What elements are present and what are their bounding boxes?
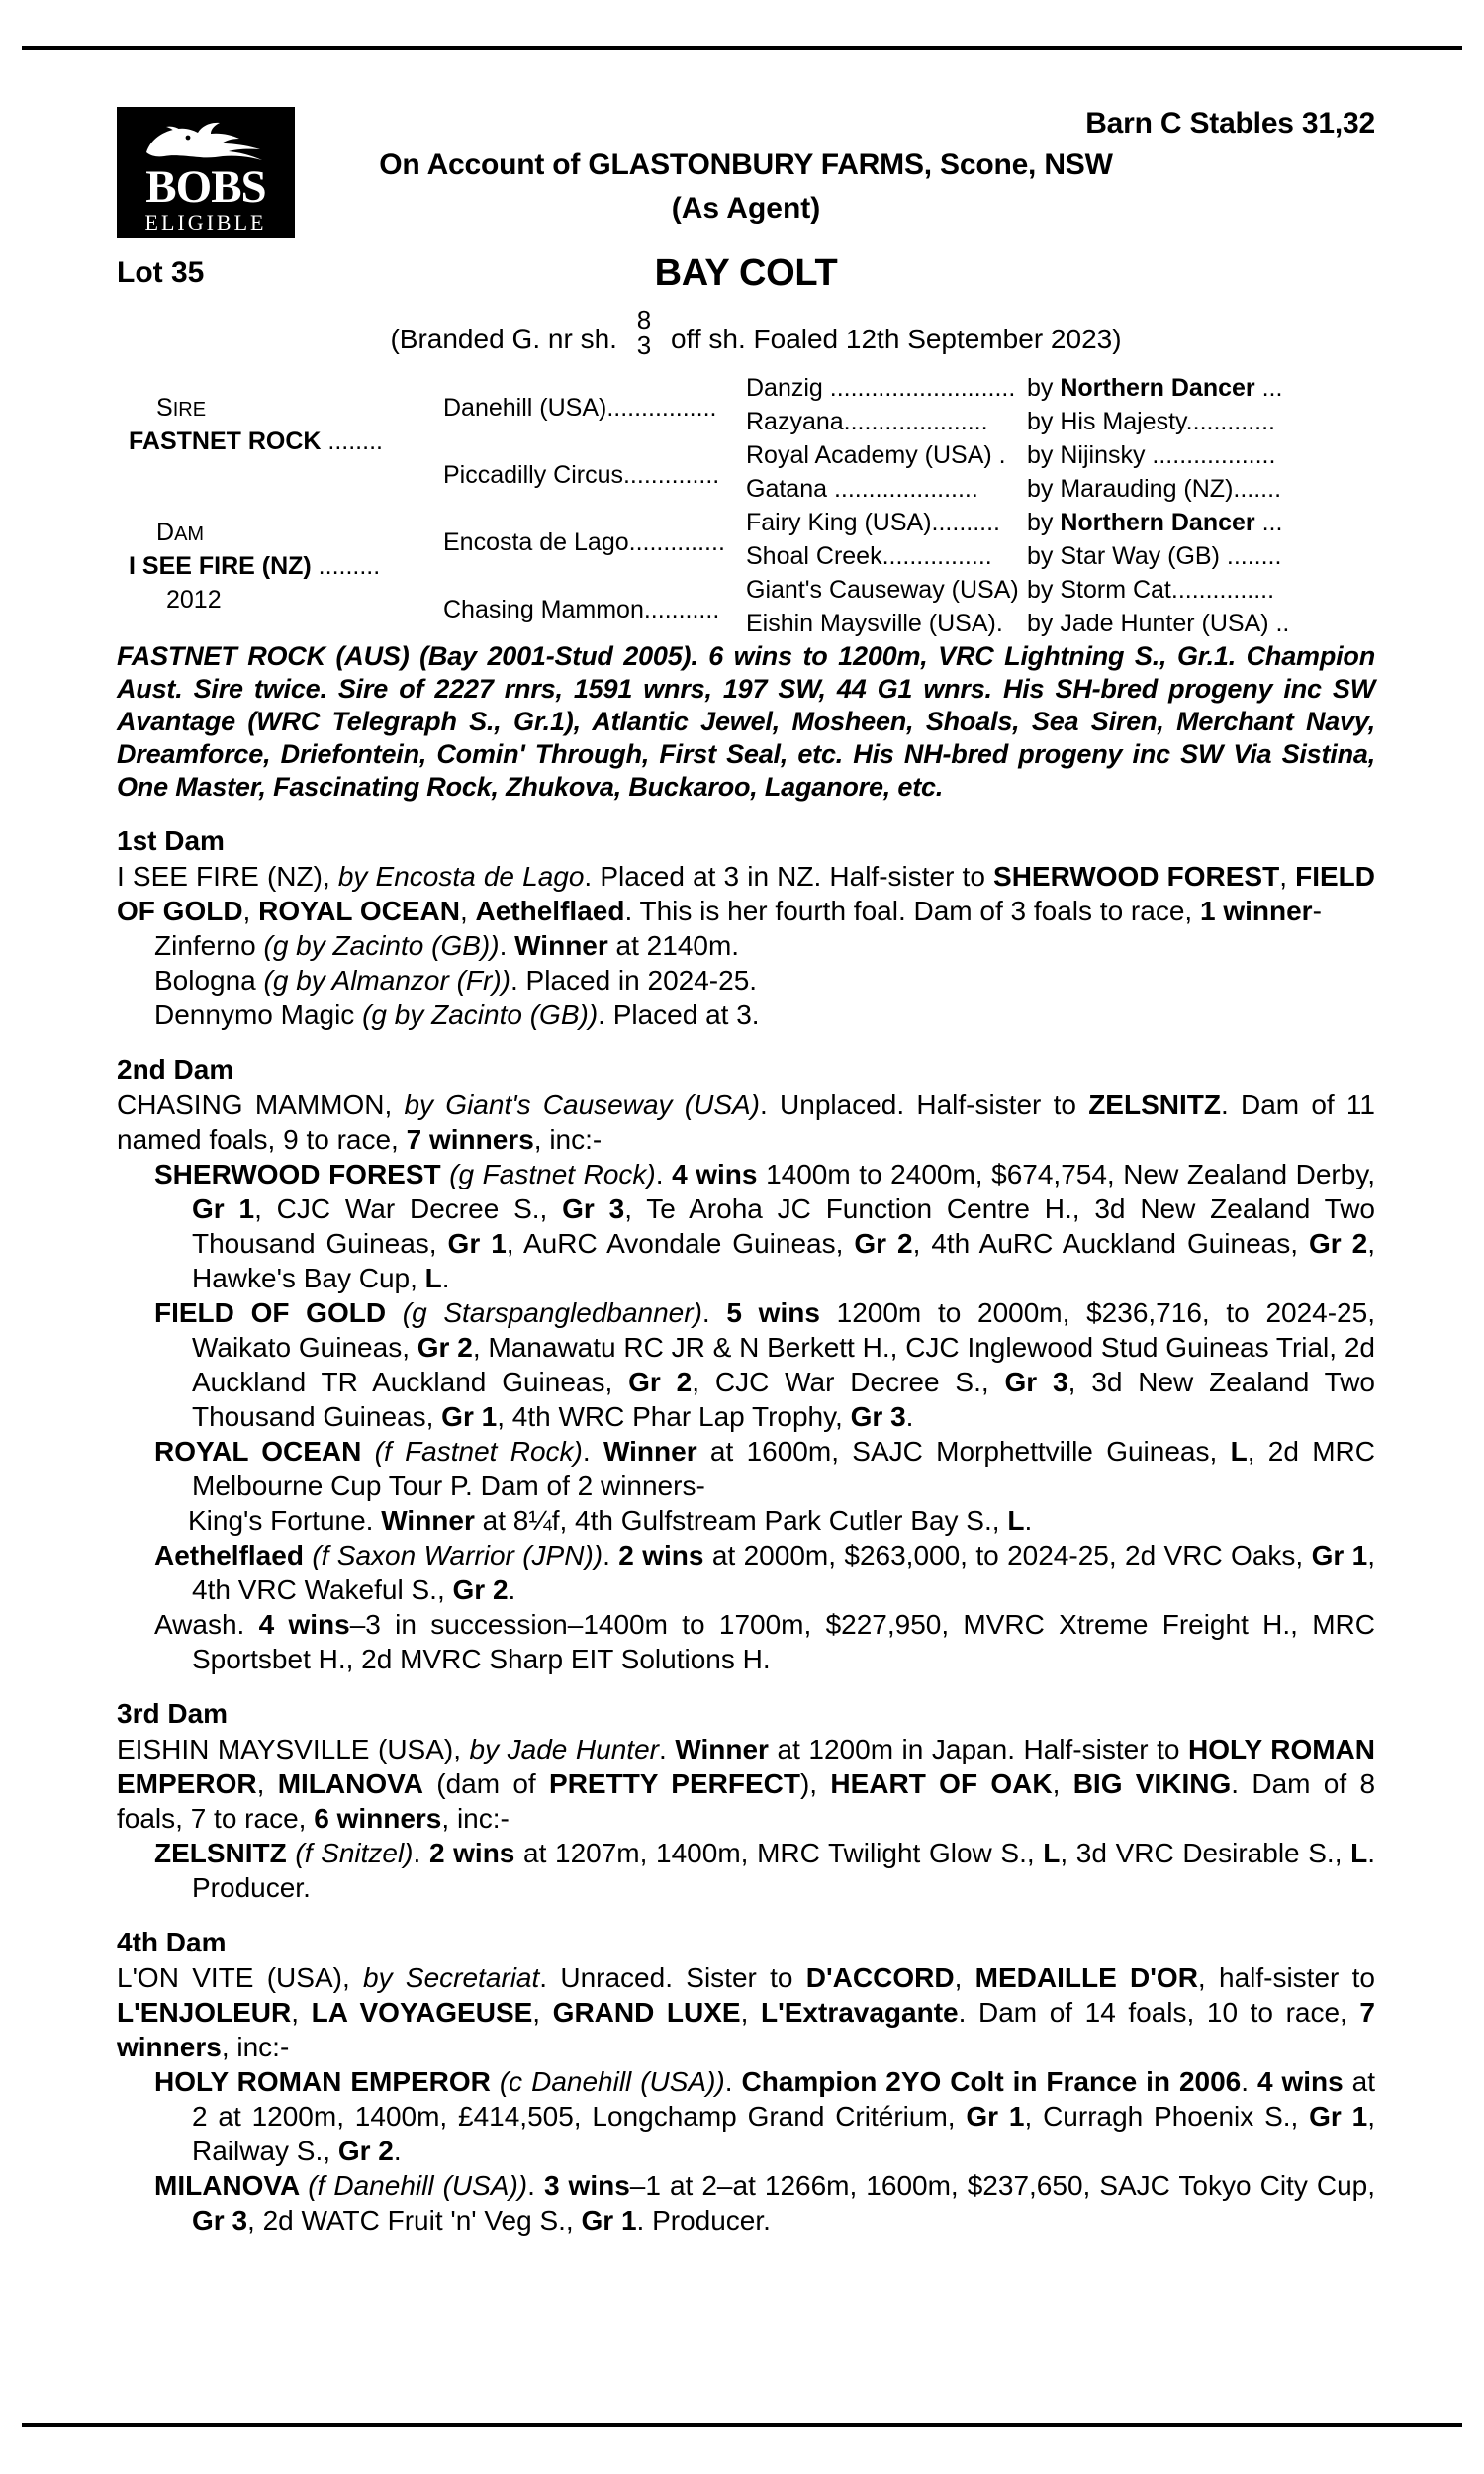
dam-section-heading: 3rd Dam: [117, 1698, 229, 1729]
branded-prefix: (Branded: [390, 324, 505, 354]
on-account-of-label: On Account of GLASTONBURY FARMS, Scone, NSW: [379, 148, 1113, 181]
pedigree-entry: CHASING MAMMON, by Giant's Causeway (USA). Unplaced. Half-sister to ZELSNITZ. Dam of 11 named foals, 9 to race, 7 winners, inc:-: [117, 1090, 1375, 1155]
pedigree-entry: MILANOVA (f Danehill (USA)). 3 wins–1 at 2–at 1266m, 1600m, $237,650, SAJC Tokyo City Cup, Gr 3, 2d WATC Fruit 'n' Veg S., Gr 1. Producer.: [154, 2170, 1375, 2236]
grandparent-1: Danehill (USA)................: [443, 394, 717, 422]
pedigree-entry: ROYAL OCEAN (f Fastnet Rock). Winner at 1600m, SAJC Morphettville Guineas, L, 2d MRC Melbourne Cup Tour P. Dam of 2 winners-: [154, 1436, 1375, 1501]
pedigree-entry: Bologna (g by Almanzor (Fr)). Placed in 2024-25.: [154, 965, 758, 996]
great-grandparent-row: [746, 472, 1375, 506]
bobs-eligible-subtext: ELIGIBLE: [144, 210, 267, 235]
great-grandparent-sire: by Jade Hunter (USA) ..: [1027, 610, 1290, 637]
dam-label: DAM: [156, 519, 205, 546]
page-bottom-rule: [22, 2423, 1462, 2427]
barn-stables-label: Barn C Stables 31,32: [1085, 107, 1375, 140]
great-grandparent-row: [746, 539, 1375, 573]
dam-section-heading: 2nd Dam: [117, 1054, 234, 1085]
brand-numerator: 8: [636, 305, 652, 334]
sire-description-paragraph: FASTNET ROCK (AUS) (Bay 2001-Stud 2005). 6 wins to 1200m, VRC Lightning S., Gr.1. Champion Aust. Sire twice. Sire of 2227 rnrs, 1591 wnrs, 197 SW, 44 G1 wnrs. His SH-bred progeny inc SW Avantage (WRC Telegraph S., Gr.1), Atlantic Jewel, Mosheen, Shoals, Sea Siren, Merchant Navy, Dreamforce, Driefontein, Comin' Through, First Seal, etc. His NH-bred progeny inc SW Via Sistina, One Master, Fascinating Rock, Zhukova, Buckaroo, Laganore, etc.: [117, 641, 1375, 802]
great-grandparent-sire: by His Majesty.............: [1027, 408, 1275, 435]
page-content: [117, 89, 1375, 2237]
branded-suffix: off sh. Foaled 12th September 2023): [670, 324, 1122, 354]
great-grandparent-row: [746, 371, 1375, 405]
dam-name: I SEE FIRE (NZ) .........: [129, 552, 381, 580]
pedigree-entry: I SEE FIRE (NZ), by Encosta de Lago. Placed at 3 in NZ. Half-sister to SHERWOOD FOREST, FIELD OF GOLD, ROYAL OCEAN, Aethelflaed. This is her fourth foal. Dam of 3 foals to race, 1 winner-: [117, 861, 1375, 926]
dam-year: 2012: [166, 586, 222, 614]
pedigree-entry: Dennymo Magic (g by Zacinto (GB)). Placed at 3.: [154, 999, 760, 1030]
pedigree-col-great-grandparents: [746, 371, 1375, 640]
great-grandparent-name: Royal Academy (USA) .: [746, 441, 1006, 469]
sire-block: [129, 393, 425, 458]
great-grandparent-name: Danzig ...........................: [746, 374, 1016, 402]
sire-name: FASTNET ROCK ........: [129, 428, 383, 455]
great-grandparent-sire: by Marauding (NZ).......: [1027, 475, 1282, 503]
branded-mid: . nr sh.: [532, 324, 617, 354]
pedigree-entry: ZELSNITZ (f Snitzel). 2 wins at 1207m, 1400m, MRC Twilight Glow S., L, 3d VRC Desirable S., L. Producer.: [154, 1838, 1376, 1903]
brand-symbol-icon: G: [511, 325, 533, 355]
great-grandparent-sire: by Northern Dancer ...: [1027, 509, 1283, 536]
page-title: BAY COLT: [654, 252, 838, 294]
dam-sections: [117, 825, 1375, 2237]
great-grandparent-sire: by Star Way (GB) ........: [1027, 542, 1282, 570]
branded-line: [117, 305, 1375, 371]
great-grandparent-sire: by Nijinsky ..................: [1027, 441, 1276, 469]
lot-title-row: [117, 252, 1375, 310]
pedigree-entry: Aethelflaed (f Saxon Warrior (JPN)). 2 wins at 2000m, $263,000, to 2024-25, 2d VRC Oaks, Gr 1, 4th VRC Wakeful S., Gr 2.: [154, 1540, 1375, 1605]
pedigree-entry: King's Fortune. Winner at 8¼f, 4th Gulfstream Park Cutler Bay S., L.: [188, 1505, 1033, 1536]
pedigree-entry: L'ON VITE (USA), by Secretariat. Unraced. Sister to D'ACCORD, MEDAILLE D'OR, half-sister to L'ENJOLEUR, LA VOYAGEUSE, GRAND LUXE, L'Extravagante. Dam of 14 foals, 10 to race, 7 winners, inc:-: [117, 1962, 1376, 2062]
grandparent-2: Piccadilly Circus..............: [443, 461, 720, 489]
page-header: [117, 89, 1375, 252]
dam-section-heading: 1st Dam: [117, 825, 225, 856]
great-grandparent-row: [746, 438, 1375, 472]
grandparent-3: Encosta de Lago..............: [443, 528, 725, 556]
brand-number-fraction: [637, 307, 651, 358]
great-grandparent-name: Eishin Maysville (USA).: [746, 610, 1003, 637]
great-grandparent-sire: by Northern Dancer ...: [1027, 374, 1283, 402]
great-grandparent-row: [746, 573, 1375, 607]
great-grandparent-name: Gatana .....................: [746, 475, 978, 503]
page-top-rule: [22, 46, 1462, 50]
pedigree-entry: FIELD OF GOLD (g Starspangledbanner). 5 wins 1200m to 2000m, $236,716, to 2024-25, Waikato Guineas, Gr 2, Manawatu RC JR & N Berkett H., CJC Inglewood Stud Guineas Trial, 2d Auckland TR Auckland Guineas, Gr 2, CJC War Decree S., Gr 3, 3d New Zealand Two Thousand Guineas, Gr 1, 4th WRC Phar Lap Trophy, Gr 3.: [154, 1297, 1375, 1432]
grandparent-4: Chasing Mammon...........: [443, 596, 720, 623]
dam-block: [129, 518, 425, 617]
great-grandparent-name: Shoal Creek................: [746, 542, 992, 570]
great-grandparent-row: [746, 607, 1375, 640]
pedigree-entry: Zinferno (g by Zacinto (GB)). Winner at 2140m.: [154, 930, 740, 961]
great-grandparent-name: Fairy King (USA)..........: [746, 509, 1000, 536]
brand-denominator: 3: [636, 331, 652, 360]
pedigree-entry: EISHIN MAYSVILLE (USA), by Jade Hunter. Winner at 1200m in Japan. Half-sister to HOLY ROMAN EMPEROR, MILANOVA (dam of PRETTY PERFECT), HEART OF OAK, BIG VIKING. Dam of 8 foals, 7 to race, 6 winners, inc:-: [117, 1734, 1376, 1834]
great-grandparent-row: [746, 506, 1375, 539]
great-grandparent-name: Razyana.....................: [746, 408, 988, 435]
dam-section-heading: 4th Dam: [117, 1927, 227, 1957]
pedigree-entry: SHERWOOD FOREST (g Fastnet Rock). 4 wins 1400m to 2400m, $674,754, New Zealand Derby, Gr 1, CJC War Decree S., Gr 3, Te Aroha JC Function Centre H., 3d New Zealand Two Thousand Guineas, Gr 1, AuRC Avondale Guineas, Gr 2, 4th AuRC Auckland Guineas, Gr 2, Hawke's Bay Cup, L.: [154, 1159, 1376, 1293]
pedigree-table: [117, 371, 1375, 636]
as-agent-label: (As Agent): [671, 192, 821, 225]
great-grandparent-sire: by Storm Cat...............: [1027, 576, 1275, 604]
pedigree-entry: Awash. 4 wins–3 in succession–1400m to 1700m, $227,950, MVRC Xtreme Freight H., MRC Sportsbet H., 2d MVRC Sharp EIT Solutions H.: [154, 1609, 1375, 1674]
great-grandparent-row: [746, 405, 1375, 438]
sire-label: SIRE: [156, 394, 207, 422]
bobs-wordmark: BOBS: [145, 161, 266, 213]
lot-number: Lot 35: [117, 256, 205, 289]
pedigree-entry: HOLY ROMAN EMPEROR (c Danehill (USA)). Champion 2YO Colt in France in 2006. 4 wins at 2 at 1200m, 1400m, £414,505, Longchamp Grand Critérium, Gr 1, Curragh Phoenix S., Gr 1, Railway S., Gr 2.: [154, 2066, 1376, 2166]
great-grandparent-name: Giant's Causeway (USA): [746, 576, 1019, 604]
